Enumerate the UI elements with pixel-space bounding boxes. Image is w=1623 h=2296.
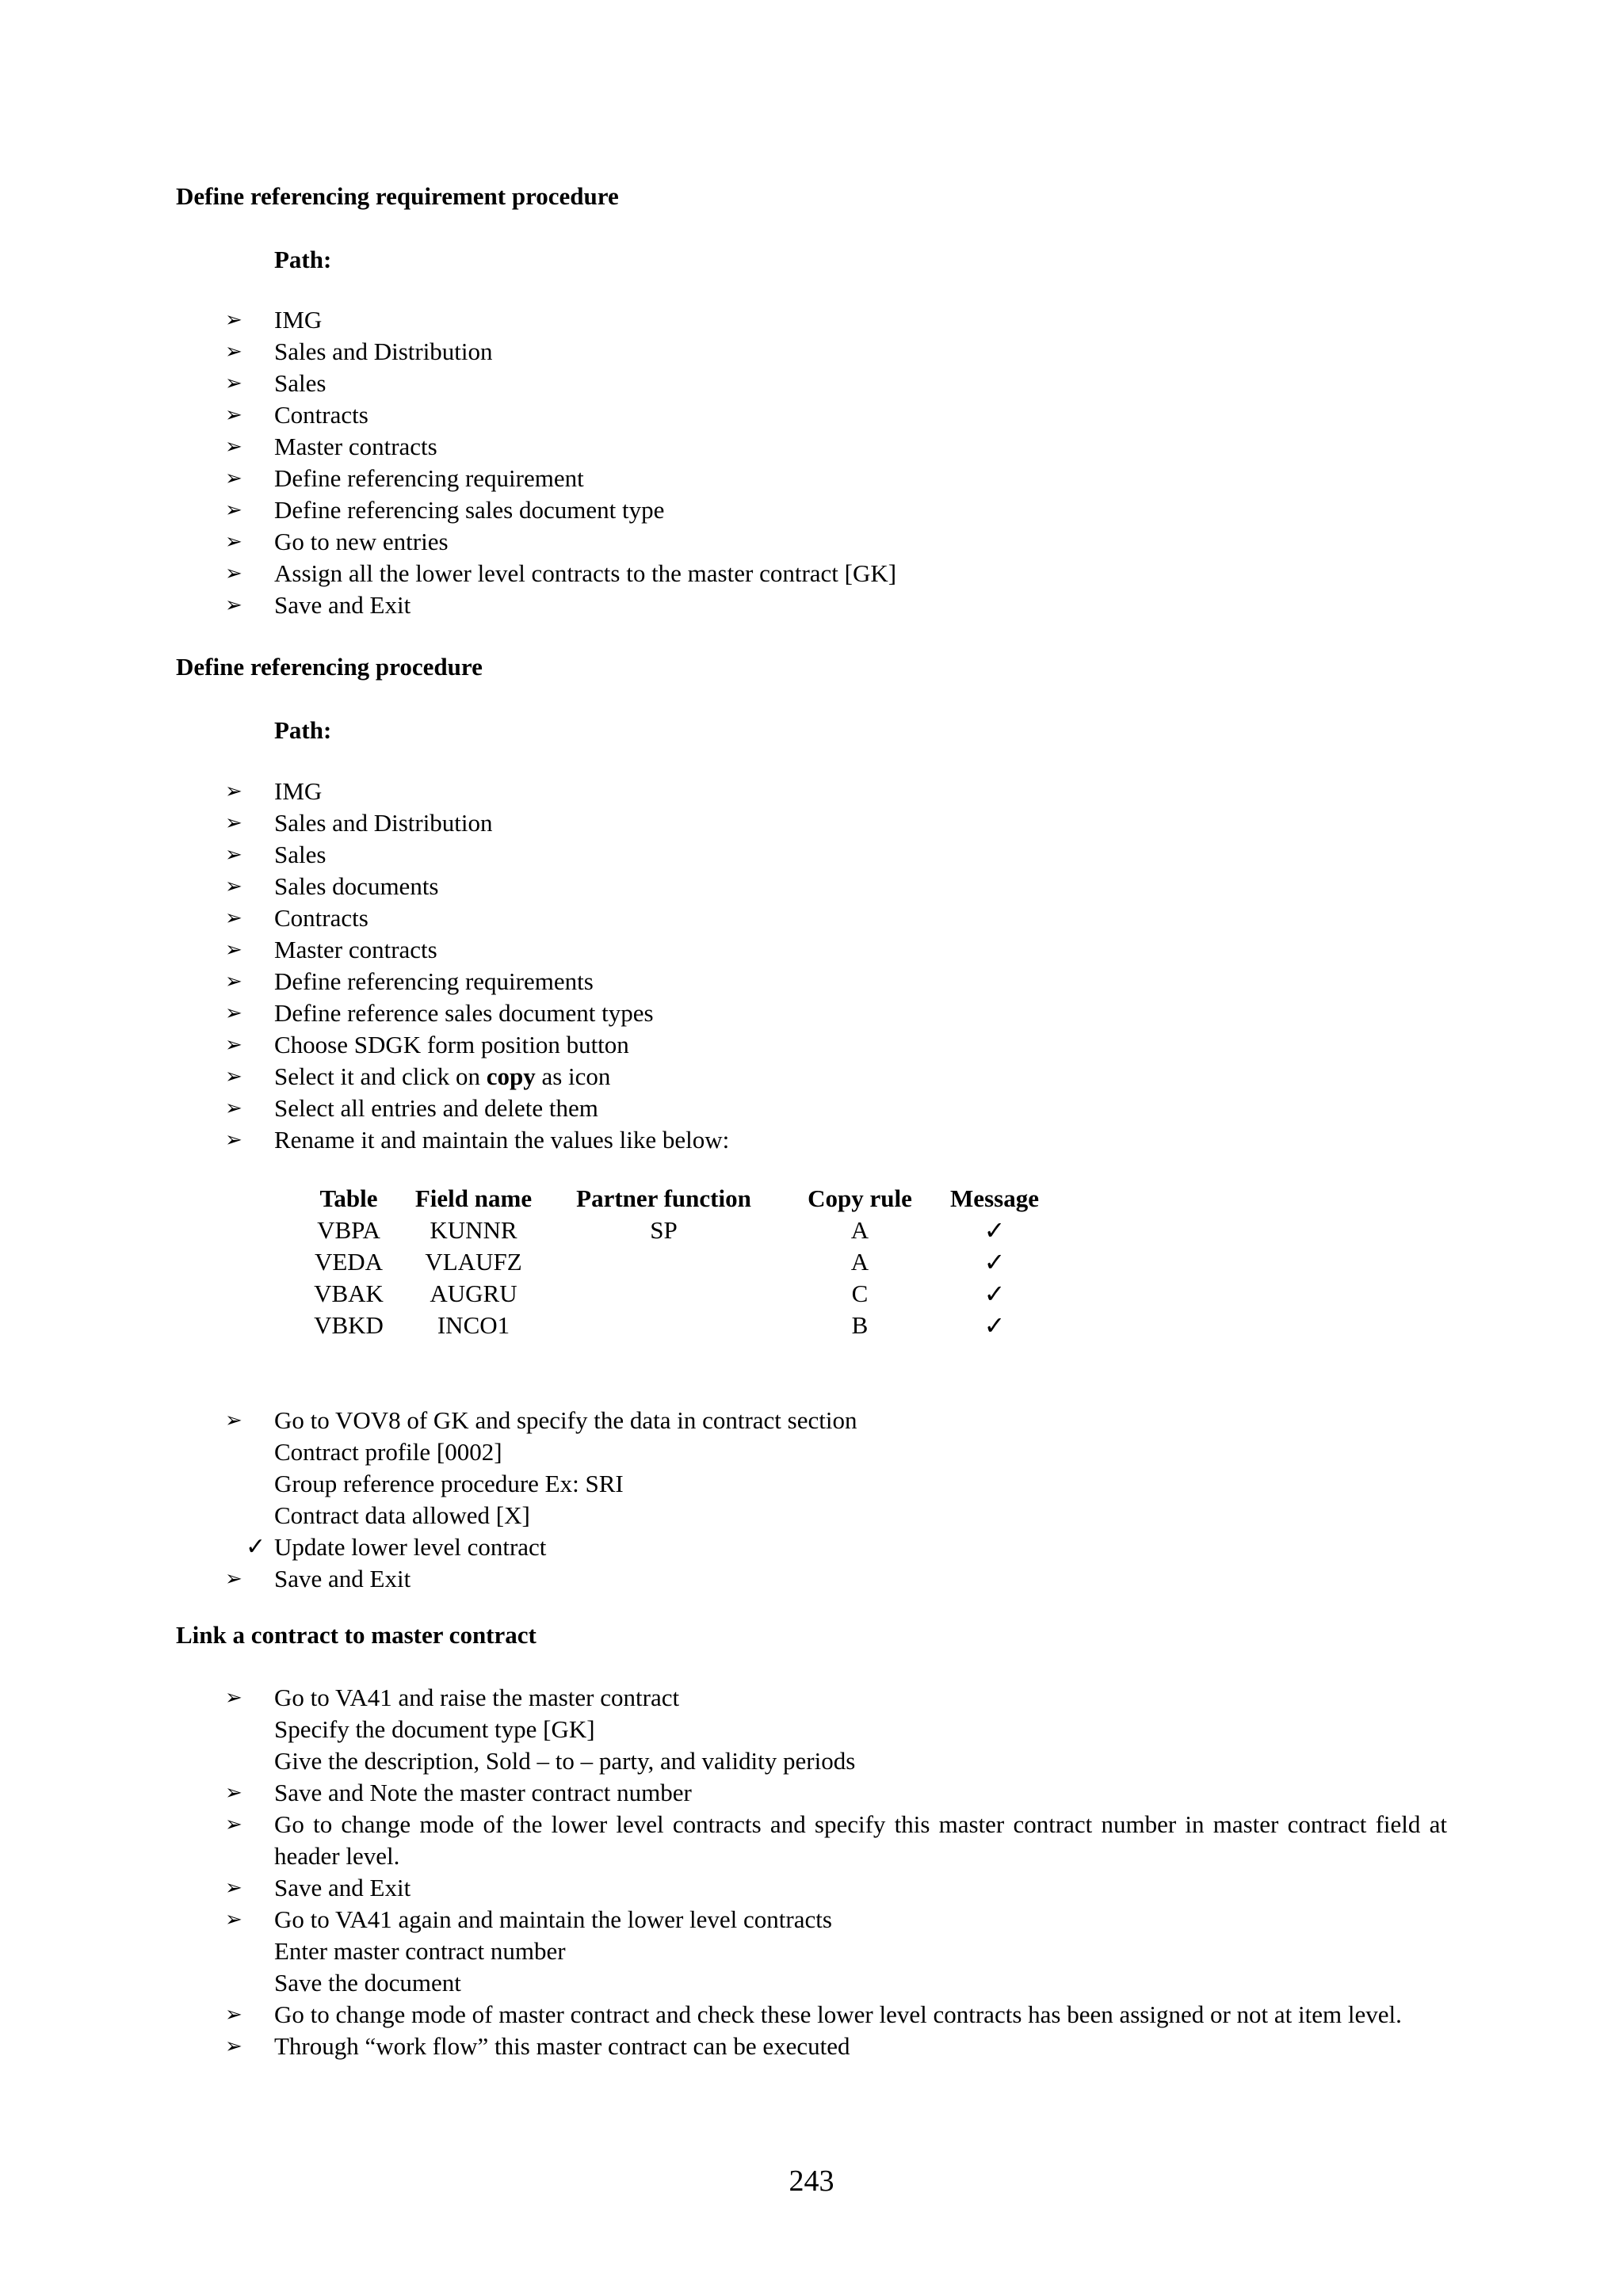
arrow-bullet-icon: ➢ — [225, 1065, 242, 1089]
check-icon: ✓ — [983, 1247, 1006, 1277]
arrow-bullet-icon: ➢ — [225, 1001, 242, 1025]
arrow-bullet-icon: ➢ — [225, 562, 242, 585]
continuation-line: Specify the document type [GK] — [274, 1715, 595, 1743]
continuation-line: Give the description, Sold – to – party, and validity periods — [274, 1747, 856, 1775]
table-cell — [543, 1278, 785, 1310]
arrow-bullet-icon: ➢ — [225, 340, 242, 364]
list-item: ➢ Define referencing requirement — [0, 463, 1447, 494]
table-cell: A — [850, 1216, 869, 1244]
table-header: Partner function — [576, 1184, 751, 1212]
table-header-row — [293, 1183, 1054, 1215]
path-label: Path: — [274, 716, 332, 744]
list-item: ➢ Rename it and maintain the values like below: — [0, 1124, 1447, 1156]
arrow-bullet-icon: ➢ — [225, 811, 242, 835]
path-list-2 — [0, 776, 1447, 1156]
table-header: Message — [950, 1184, 1039, 1212]
section-heading-procedure: Define referencing procedure — [176, 653, 483, 681]
table-row — [293, 1310, 1054, 1341]
copy-bold-text: copy — [486, 1062, 536, 1090]
list-item: ➢ IMG — [0, 304, 1447, 336]
table-cell: A — [850, 1248, 869, 1276]
arrow-bullet-icon: ➢ — [225, 308, 242, 332]
continuation-line: Group reference procedure Ex: SRI — [274, 1470, 624, 1497]
arrow-bullet-icon: ➢ — [225, 467, 242, 490]
list-item: ➢ Save and Exit — [0, 589, 1447, 621]
table-header: Field name — [414, 1184, 533, 1212]
list-item: ➢ Save and Note the master contract number — [0, 1777, 1447, 1809]
arrow-bullet-icon: ➢ — [225, 498, 242, 522]
arrow-bullet-icon: ➢ — [225, 970, 242, 994]
path-label: Path: — [274, 246, 332, 273]
vov8-list — [0, 1405, 1447, 1595]
path-list-1 — [0, 304, 1447, 621]
table-cell: C — [851, 1280, 869, 1307]
arrow-bullet-icon: ➢ — [225, 403, 242, 427]
arrow-bullet-icon: ➢ — [225, 372, 242, 395]
arrow-bullet-icon: ➢ — [225, 1876, 242, 1900]
section-heading-link: Link a contract to master contract — [176, 1621, 537, 1649]
table-cell: INCO1 — [437, 1311, 510, 1339]
page-number: 243 — [789, 2164, 834, 2198]
link-list — [0, 1682, 1447, 2062]
arrow-bullet-icon: ➢ — [225, 875, 242, 898]
table-cell: VBAK — [314, 1280, 384, 1307]
table-row — [293, 1278, 1054, 1310]
table-cell: AUGRU — [430, 1280, 517, 1307]
check-icon: ✓ — [983, 1310, 1006, 1341]
list-item: ➢ Sales documents — [0, 871, 1447, 902]
table-cell: VEDA — [314, 1248, 384, 1276]
list-item: ➢ Contracts — [0, 399, 1447, 431]
arrow-bullet-icon: ➢ — [225, 435, 242, 459]
list-item: ➢ IMG — [0, 776, 1447, 807]
continuation-line: Contract profile [0002] — [274, 1438, 502, 1466]
table-cell — [543, 1246, 785, 1278]
table-header: Copy rule — [808, 1184, 912, 1212]
list-item: ➢ Assign all the lower level contracts to the master contract [GK] — [0, 558, 1447, 589]
list-item: ➢ Sales and Distribution — [0, 807, 1447, 839]
list-item: ➢ Sales — [0, 839, 1447, 871]
list-item: ➢ Save and Exit — [0, 1872, 1447, 1904]
list-item: ➢ Define referencing sales document type — [0, 494, 1447, 526]
arrow-bullet-icon: ➢ — [225, 593, 242, 617]
arrow-bullet-icon: ➢ — [225, 938, 242, 962]
table-cell: VBKD — [314, 1311, 384, 1339]
arrow-bullet-icon: ➢ — [225, 1686, 242, 1710]
check-icon: ✓ — [983, 1279, 1006, 1309]
list-item: ➢ Sales and Distribution — [0, 336, 1447, 368]
arrow-bullet-icon: ➢ — [225, 1781, 242, 1805]
arrow-bullet-icon: ➢ — [225, 2035, 242, 2058]
table-cell: VBPA — [317, 1216, 380, 1244]
list-item: ➢ Master contracts — [0, 431, 1447, 463]
list-item: ➢ Select all entries and delete them — [0, 1093, 1447, 1124]
arrow-bullet-icon: ➢ — [225, 780, 242, 803]
table-cell: SP — [650, 1216, 678, 1244]
arrow-bullet-icon: ➢ — [225, 1567, 242, 1591]
list-item: ➢ Define reference sales document types — [0, 997, 1447, 1029]
list-item: ➢ Save and Exit — [0, 1563, 1447, 1595]
table-cell: B — [851, 1311, 869, 1339]
continuation-line: Enter master contract number — [274, 1937, 566, 1965]
table-header: Table — [319, 1184, 378, 1212]
list-item: ➢ Select it and click on copy as icon — [0, 1061, 1447, 1093]
list-item: ➢ Through “work flow” this master contract can be executed — [0, 2031, 1447, 2062]
list-item: ➢ Define referencing requirements — [0, 966, 1447, 997]
arrow-bullet-icon: ➢ — [225, 530, 242, 554]
continuation-line: Contract data allowed [X] — [274, 1501, 530, 1529]
arrow-bullet-icon: ➢ — [225, 1409, 242, 1432]
check-bullet-icon: ✓ — [246, 1533, 266, 1561]
list-item: ➢ Go to VA41 again and maintain the lower level contracts — [0, 1904, 1447, 1936]
table-row — [293, 1246, 1054, 1278]
list-item: ➢ Go to new entries — [0, 526, 1447, 558]
arrow-bullet-icon: ➢ — [225, 843, 242, 867]
arrow-bullet-icon: ➢ — [225, 1128, 242, 1152]
table-cell: VLAUFZ — [425, 1248, 522, 1276]
section-heading-requirement: Define referencing requirement procedure — [176, 182, 619, 210]
list-item: ➢ Choose SDGK form position button — [0, 1029, 1447, 1061]
continuation-line: Save the document — [274, 1969, 461, 1997]
arrow-bullet-icon: ➢ — [225, 906, 242, 930]
arrow-bullet-icon: ➢ — [225, 1097, 242, 1120]
arrow-bullet-icon: ➢ — [225, 2003, 242, 2027]
list-item: ➢ Sales — [0, 368, 1447, 399]
list-item: ➢ Contracts — [0, 902, 1447, 934]
table-cell: KUNNR — [430, 1216, 517, 1244]
table-row — [293, 1215, 1054, 1246]
list-item: ➢ Master contracts — [0, 934, 1447, 966]
arrow-bullet-icon: ➢ — [225, 1033, 242, 1057]
referencing-table — [293, 1183, 1054, 1341]
list-item: ➢ Go to change mode of the lower level contracts and specify this master contract number in master contract field at header level. — [225, 1810, 1447, 1870]
check-icon: ✓ — [983, 1215, 1006, 1245]
arrow-bullet-icon: ➢ — [225, 1908, 242, 1932]
list-item: ➢ Go to change mode of master contract and check these lower level contracts has been assigned or not at item level. — [0, 1999, 1447, 2031]
arrow-bullet-icon: ➢ — [225, 1813, 242, 1836]
list-item: ➢ Go to VA41 and raise the master contract — [0, 1682, 1447, 1714]
list-item: ✓ Update lower level contract — [0, 1531, 1447, 1563]
table-cell — [543, 1310, 785, 1341]
list-item: ➢ Go to VOV8 of GK and specify the data in contract section — [0, 1405, 1447, 1436]
